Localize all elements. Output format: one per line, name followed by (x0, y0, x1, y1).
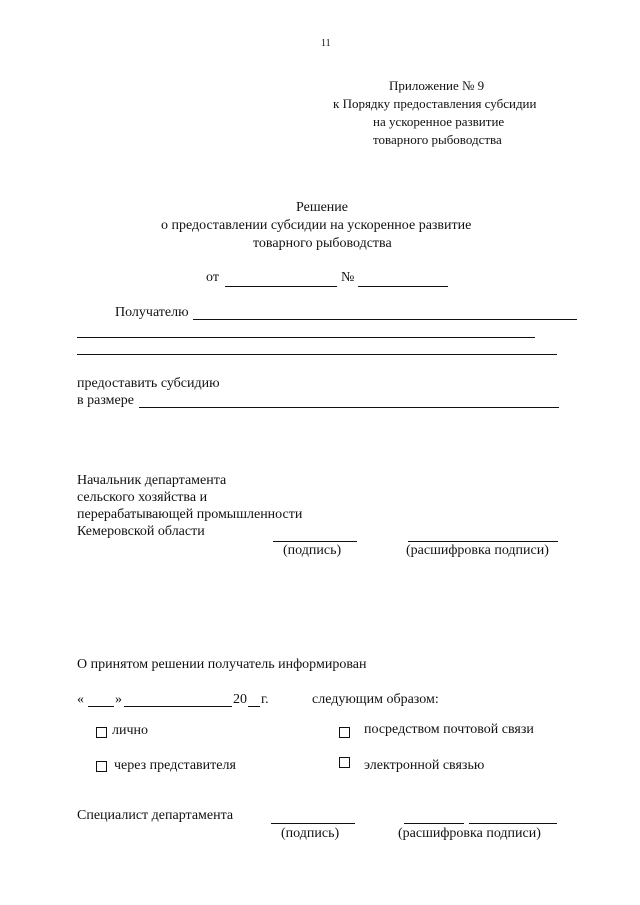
number-field[interactable] (358, 286, 448, 287)
grant-amount-field[interactable] (139, 407, 559, 408)
appendix-line-2: к Порядку предоставления субсидии (333, 96, 537, 111)
informed-day-field[interactable] (88, 706, 114, 707)
date-open-quote: « (77, 692, 84, 707)
checkbox-by-mail[interactable] (339, 727, 350, 738)
grant-amount-label: в размере (77, 393, 134, 408)
specialist-signature-field[interactable] (271, 823, 355, 824)
specialist-label: Специалист департамента (77, 808, 234, 823)
appendix-line-4: товарного рыбоводства (373, 132, 502, 147)
document-subtitle-line-2: товарного рыбоводства (253, 236, 392, 251)
chief-title-line-2: сельского хозяйства и (77, 490, 208, 505)
specialist-decode-field-1[interactable] (404, 823, 464, 824)
date-close-quote: » (115, 692, 122, 707)
grant-text: предоставить субсидию (77, 376, 220, 391)
specialist-decode-caption: (расшифровка подписи) (398, 826, 541, 841)
checkbox-via-representative[interactable] (96, 761, 107, 772)
chief-decode-caption: (расшифровка подписи) (406, 543, 549, 558)
option-by-mail-label: посредством почтовой связи (364, 722, 534, 737)
recipient-field-3[interactable] (77, 354, 557, 355)
chief-title-line-3: перерабатывающей промышленности (77, 507, 303, 522)
option-via-representative-label: через представителя (114, 758, 236, 773)
informed-heading: О принятом решении получатель информирован (77, 657, 367, 672)
option-electronic-label: электронной связью (364, 758, 485, 773)
chief-title-line-4: Кемеровской области (77, 524, 205, 539)
year-suffix: г. (261, 692, 269, 707)
recipient-field-2[interactable] (77, 337, 535, 338)
option-in-person-label: лично (112, 723, 149, 738)
document-subtitle-line-1: о предоставлении субсидии на ускоренное развитие (161, 218, 472, 233)
page-number: 11 (321, 38, 331, 49)
chief-decode-field[interactable] (408, 541, 558, 542)
informed-method-label: следующим образом: (312, 692, 439, 707)
document-title: Решение (296, 200, 349, 215)
specialist-decode-field-2[interactable] (469, 823, 557, 824)
year-prefix: 20 (233, 692, 247, 707)
informed-year-field[interactable] (248, 706, 260, 707)
chief-title-line-1: Начальник департамента (77, 473, 227, 488)
appendix-line-3: на ускоренное развитие (373, 114, 505, 129)
checkbox-in-person[interactable] (96, 727, 107, 738)
specialist-signature-caption: (подпись) (281, 826, 340, 841)
date-from-label: от (206, 270, 219, 285)
checkbox-electronic[interactable] (339, 757, 350, 768)
recipient-label: Получателю (115, 305, 189, 320)
recipient-field-1[interactable] (193, 319, 577, 320)
informed-month-field[interactable] (124, 706, 232, 707)
number-label: № (341, 270, 355, 285)
appendix-title: Приложение № 9 (389, 78, 485, 93)
date-field[interactable] (225, 286, 337, 287)
chief-signature-caption: (подпись) (283, 543, 342, 558)
chief-signature-field[interactable] (273, 541, 357, 542)
